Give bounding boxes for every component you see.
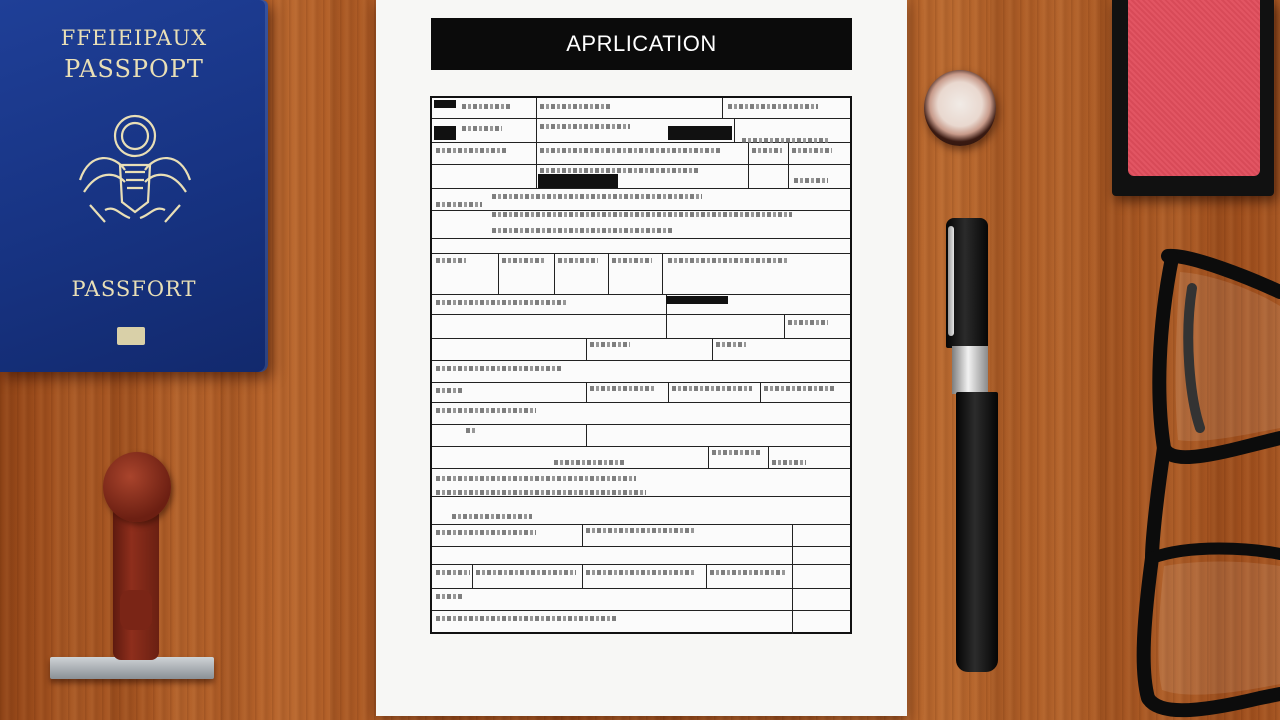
form-text	[540, 124, 630, 129]
eyeglasses-icon	[1130, 248, 1280, 720]
form-rule	[432, 360, 850, 361]
form-rule	[432, 524, 850, 525]
form-rule	[432, 546, 850, 547]
redaction-block	[668, 126, 732, 140]
application-form-grid	[430, 96, 852, 634]
form-rule	[432, 424, 850, 425]
form-text	[586, 528, 696, 533]
form-text	[558, 258, 598, 263]
form-text	[436, 616, 616, 621]
form-text	[590, 386, 656, 391]
form-rule	[432, 468, 850, 469]
form-text	[436, 148, 506, 153]
form-text	[612, 258, 652, 263]
document-title: APRLICATION	[431, 18, 852, 70]
form-text	[554, 460, 624, 465]
rubber-stamp-knob	[103, 452, 171, 522]
passport	[0, 0, 268, 372]
form-rule	[432, 188, 850, 189]
form-divider	[748, 142, 749, 188]
form-divider	[712, 338, 713, 360]
form-divider	[760, 382, 761, 402]
form-rule	[432, 238, 850, 239]
form-divider	[582, 564, 583, 588]
form-text	[710, 570, 786, 575]
form-rule	[432, 314, 850, 315]
redaction-block	[666, 296, 728, 304]
form-text	[668, 258, 788, 263]
form-text	[436, 408, 536, 413]
rubber-stamp-neck	[120, 590, 152, 630]
form-rule	[432, 294, 850, 295]
form-divider	[662, 253, 663, 294]
form-divider	[788, 142, 789, 188]
form-text	[466, 428, 476, 433]
form-text	[436, 594, 464, 599]
passport-footer-text: PASSFORT	[71, 277, 197, 301]
form-divider	[586, 338, 587, 360]
rubber-stamp-handle	[113, 500, 159, 660]
form-text	[792, 148, 832, 153]
form-text	[436, 300, 566, 305]
passport-title: PASSPOPT	[64, 55, 204, 83]
notebook-cover	[1128, 0, 1260, 176]
form-text	[728, 104, 818, 109]
form-text	[436, 490, 646, 495]
form-text	[436, 476, 636, 481]
form-text	[436, 530, 536, 535]
form-text	[712, 450, 760, 455]
form-divider	[734, 118, 735, 142]
form-rule	[432, 446, 850, 447]
pen-clip	[948, 226, 954, 336]
form-divider	[722, 98, 723, 118]
form-text	[716, 342, 746, 347]
redaction-block	[538, 174, 618, 188]
form-divider	[554, 253, 555, 294]
form-divider	[472, 564, 473, 588]
form-text	[492, 228, 672, 233]
form-rule	[432, 118, 850, 119]
form-rule	[432, 564, 850, 565]
form-text	[476, 570, 576, 575]
form-text	[436, 570, 470, 575]
form-rule	[432, 253, 850, 254]
form-text	[752, 148, 782, 153]
redaction-block	[434, 126, 456, 140]
form-divider	[792, 524, 793, 634]
form-divider	[608, 253, 609, 294]
form-rule	[432, 210, 850, 211]
form-text	[794, 178, 828, 183]
form-text	[462, 126, 502, 131]
form-divider	[708, 446, 709, 468]
form-text	[590, 342, 630, 347]
form-divider	[536, 98, 537, 188]
eagle-seal-icon	[70, 110, 200, 235]
form-divider	[586, 382, 587, 402]
pen-barrel	[956, 392, 998, 672]
form-text	[436, 258, 466, 263]
form-divider	[784, 314, 785, 338]
form-text	[436, 202, 482, 207]
form-text	[452, 514, 532, 519]
form-text	[540, 148, 720, 153]
passport-chip-icon	[117, 327, 145, 345]
application-document	[376, 0, 907, 716]
form-text	[586, 570, 696, 575]
form-text	[540, 104, 610, 109]
form-text	[772, 460, 806, 465]
form-rule	[432, 496, 850, 497]
form-text	[436, 388, 462, 393]
form-divider	[498, 253, 499, 294]
form-divider	[582, 524, 583, 546]
passport-header-text: FFEIEIPAUX	[60, 26, 208, 50]
form-divider	[706, 564, 707, 588]
form-text	[788, 320, 828, 325]
form-divider	[768, 446, 769, 468]
pen-ring	[952, 346, 988, 394]
form-text	[672, 386, 752, 391]
form-text	[742, 138, 828, 143]
form-rule	[432, 338, 850, 339]
form-divider	[586, 424, 587, 446]
redaction-block	[434, 100, 456, 108]
rubber-stamp-base	[50, 657, 214, 679]
form-rule	[432, 610, 850, 611]
form-text	[492, 194, 702, 199]
round-stamp	[924, 70, 996, 146]
red-notebook	[1112, 0, 1274, 196]
form-rule	[432, 402, 850, 403]
form-text	[764, 386, 834, 391]
form-divider	[668, 382, 669, 402]
form-text	[540, 168, 700, 173]
form-text	[502, 258, 546, 263]
form-rule	[432, 382, 850, 383]
form-text	[492, 212, 792, 217]
form-text	[462, 104, 510, 109]
form-rule	[432, 588, 850, 589]
form-text	[436, 366, 562, 371]
